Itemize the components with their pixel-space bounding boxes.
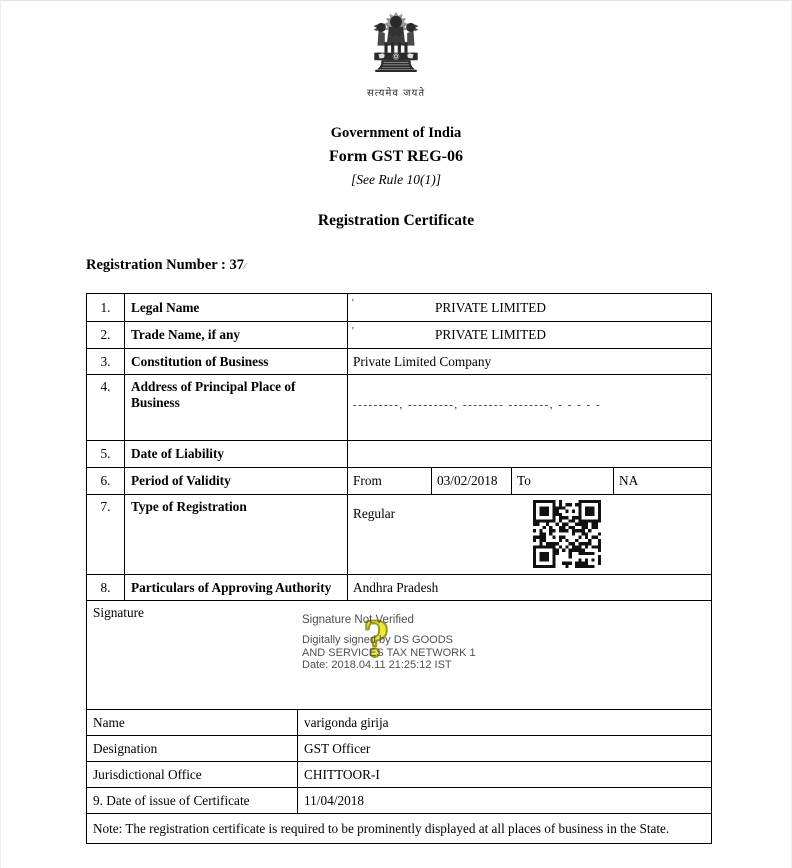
address-redacted-value: ---------, ---------, -------- --------, - - - - - (353, 399, 602, 411)
india-national-emblem-icon (361, 9, 431, 78)
validity-from-date: 03/02/2018 (431, 468, 511, 494)
table-row-legal-name (87, 294, 711, 321)
row-number: 5. (100, 446, 111, 461)
signer-name-line: AND SERVICES TAX NETWORK 1 (302, 646, 476, 659)
designation-value: GST Officer (297, 736, 711, 761)
row-label: Designation (93, 740, 158, 756)
row-label: Constitution of Business (124, 349, 347, 374)
note-row: Note: The registration certificate is required to be prominently displayed at all places of business in the State. (87, 813, 711, 843)
certificate-title: Registration Certificate (317, 212, 475, 229)
validity-to-label: To (511, 468, 613, 494)
table-row-date-of-liability (87, 440, 711, 467)
row-label: Jurisdictional Office (93, 766, 202, 782)
row-value (347, 375, 711, 440)
row-label: 9. Date of issue of Certificate (93, 792, 250, 808)
corner-mark: ' (705, 376, 707, 386)
legal-name-value: PRIVATE LIMITED (435, 299, 546, 315)
gov-of-india-heading: Government of India (330, 125, 462, 141)
row-label: Trade Name, if any (124, 322, 347, 348)
emblem-motto: सत्यमेव जयते (366, 88, 426, 99)
registration-type-value: Regular (353, 506, 396, 521)
validity-from-label: From (353, 473, 382, 488)
rule-reference: [See Rule 10(1)] (351, 172, 441, 187)
table-row-designation (87, 735, 711, 761)
validity-to-date: NA (613, 468, 711, 494)
signature-not-verified-text: Signature Not Verified (302, 614, 414, 626)
row-label: Address of Principal Place of Business (124, 375, 347, 440)
row-label: Legal Name (124, 294, 347, 321)
row-value (347, 495, 711, 574)
row-label: Period of Validity (124, 468, 347, 494)
table-row-date-of-issue (87, 787, 711, 813)
signature-row (87, 600, 711, 709)
row-value (347, 322, 711, 348)
constitution-value: Private Limited Company (347, 349, 711, 374)
registration-number-value: 37 (229, 257, 245, 273)
date-of-liability-value (347, 441, 711, 467)
emblem-block (1, 9, 791, 99)
registration-number-line (86, 257, 246, 274)
table-row-period-of-validity (87, 467, 711, 494)
jurisdictional-office-value: CHITTOOR-I (297, 762, 711, 787)
table-row-approving-authority (87, 574, 711, 600)
table-row-constitution (87, 348, 711, 374)
trade-name-value: PRIVATE LIMITED (435, 327, 546, 342)
date-of-issue-value: 11/04/2018 (297, 788, 711, 813)
row-label: Name (93, 714, 125, 730)
registration-number-partial: ∕ (244, 261, 246, 271)
signature-validation-question-mark-icon: ? (363, 608, 390, 668)
digitally-signed-by-line: Digitally signed by DS GOODS (302, 634, 453, 646)
row-value (347, 294, 711, 321)
signature-date-line: Date: 2018.04.11 21:25:12 IST (302, 659, 452, 671)
table-row-officer-name (87, 709, 711, 735)
digital-signature-stamp (302, 614, 476, 672)
row-label: Date of Liability (124, 441, 347, 467)
row-number: 1. (100, 299, 111, 315)
redaction-mark: ' (352, 298, 354, 309)
row-label: Particulars of Approving Authority (124, 575, 347, 600)
row-label: Type of Registration (124, 495, 347, 574)
table-row-address (87, 374, 711, 440)
row-number: 8. (100, 579, 111, 595)
certificate-table (86, 293, 712, 844)
signature-label: Signature (93, 605, 144, 620)
table-row-trade-name (87, 321, 711, 348)
row-number: 7. (100, 499, 111, 514)
qr-code (533, 500, 601, 568)
officer-name-value: varigonda girija (297, 710, 711, 735)
form-name-heading: Form GST REG-06 (329, 148, 463, 165)
validity-cells (347, 468, 711, 494)
approving-authority-value: Andhra Pradesh (347, 575, 711, 600)
row-number: 4. (100, 379, 111, 394)
row-number: 6. (100, 473, 111, 488)
table-row-jurisdictional-office (87, 761, 711, 787)
registration-number-label: Registration Number : (86, 257, 230, 273)
table-row-type-of-registration (87, 494, 711, 574)
row-number: 3. (100, 353, 111, 369)
row-number: 2. (100, 327, 111, 342)
redaction-mark: ' (352, 326, 354, 337)
